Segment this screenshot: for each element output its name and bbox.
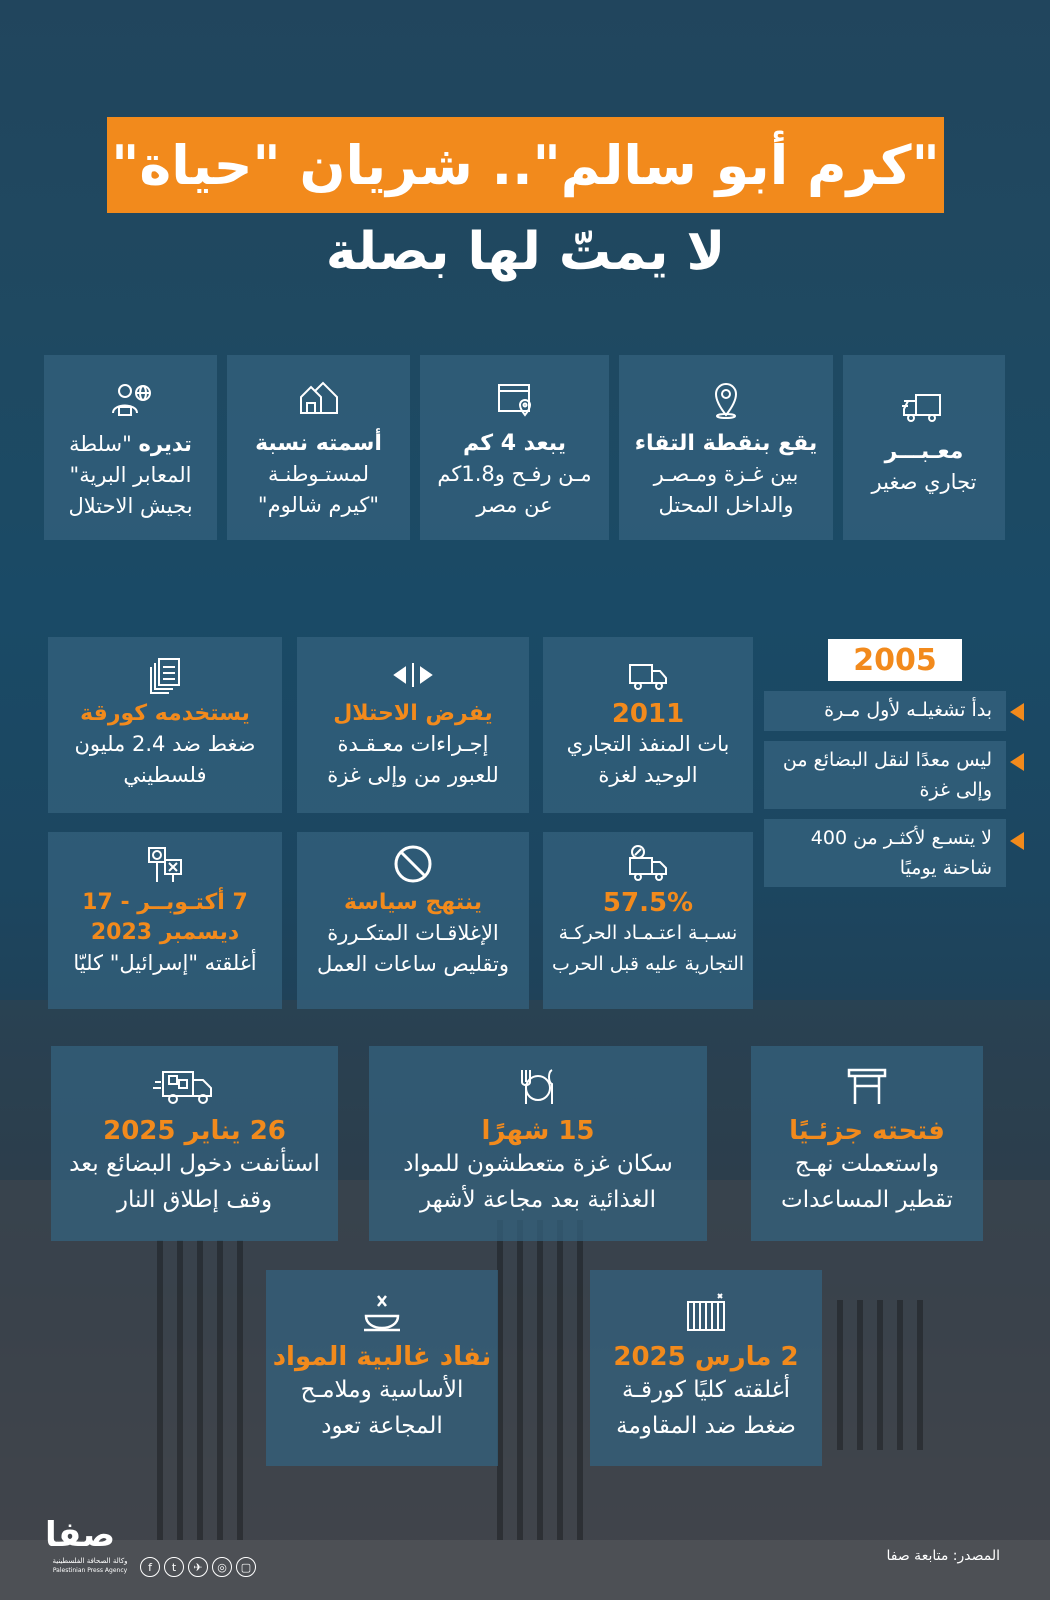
card-text: بين غـزة ومـصـر والداخل المحتل bbox=[653, 462, 799, 517]
card-heading: نفاد غالبية المواد bbox=[272, 1342, 492, 1372]
card-text: الأساسية وملامـح المجاعة تعود bbox=[300, 1377, 464, 1439]
source-note: المصدر: متابعة صفا bbox=[886, 1548, 1000, 1564]
bullet-item: ليس معدًا لنقل البضائع من وإلى غزة bbox=[764, 741, 1006, 809]
card-heading: يستخدمه كورقة bbox=[80, 701, 250, 726]
logo-subtitle-ar: وكالة الصحافة الفلسطينية bbox=[52, 1557, 128, 1565]
card-text: تجاري صغير bbox=[871, 470, 977, 494]
card-heading: يقع بنقطة التقاء bbox=[634, 431, 818, 456]
card-heading: 26 يناير 2025 bbox=[103, 1116, 286, 1146]
bullet-item: لا يتسـع لأكثـر من 400 شاحنة يوميًا bbox=[764, 819, 1006, 887]
card-policy bbox=[297, 832, 529, 1009]
card-management bbox=[44, 355, 217, 540]
card-percentage bbox=[543, 832, 753, 1009]
card-heading: 15 شهرًا bbox=[481, 1116, 595, 1146]
location-pin-icon bbox=[704, 379, 748, 419]
card-shortage bbox=[266, 1270, 498, 1466]
facebook-icon[interactable]: f bbox=[140, 1557, 160, 1577]
bullet-arrow-icon bbox=[1010, 703, 1024, 721]
forbidden-icon bbox=[391, 844, 435, 884]
card-partial-open bbox=[751, 1046, 983, 1241]
arrows-barrier-icon bbox=[391, 655, 435, 695]
card-text: سكان غزة متعطشون للمواد الغذائية بعد مجاعة لأشهر bbox=[403, 1151, 673, 1213]
bullet-arrow-icon bbox=[1010, 753, 1024, 771]
documents-icon bbox=[143, 655, 187, 695]
card-march-closure bbox=[590, 1270, 822, 1466]
card-text-body: "سلطة المعابر البرية" بجيش الاحتلال bbox=[68, 432, 193, 518]
card-2011 bbox=[543, 637, 753, 813]
card-heading: يبعد 4 كم bbox=[462, 431, 567, 456]
closed-signs-icon bbox=[143, 844, 187, 884]
card-text: الإغلاقـات المتكـررة وتقليص ساعات العمل bbox=[316, 921, 510, 976]
card-text: لمستـوطنـة "كيرم شالوم" bbox=[257, 462, 380, 517]
truck-icon bbox=[626, 655, 670, 695]
card-heading: فتحته جزئـيًا bbox=[789, 1116, 945, 1146]
closed-gate-icon bbox=[684, 1292, 728, 1332]
card-location bbox=[619, 355, 833, 540]
officer-globe-icon bbox=[109, 379, 153, 419]
card-heading: 2011 bbox=[611, 699, 685, 729]
card-heading: أسمته نسبة bbox=[255, 431, 382, 456]
card-resumed bbox=[51, 1046, 338, 1241]
card-heading: يفرض الاحتلال bbox=[333, 701, 493, 726]
card-heading: 57.5% bbox=[602, 888, 694, 918]
food-plate-icon bbox=[516, 1066, 560, 1106]
card-naming bbox=[227, 355, 410, 540]
houses-icon bbox=[297, 379, 341, 419]
logo-wordmark: صفا bbox=[45, 1515, 116, 1555]
map-box-pin-icon bbox=[493, 379, 537, 419]
card-text: استأنفت دخول البضائع بعد وقف إطلاق النار bbox=[69, 1151, 320, 1213]
logo-subtitle-en: Palestinian Press Agency bbox=[52, 1567, 128, 1574]
card-text: أغلقته كليًا كورقـة ضغط ضد المقاومة bbox=[616, 1377, 796, 1439]
delivery-truck-icon bbox=[173, 1066, 217, 1106]
card-15-months bbox=[369, 1046, 707, 1241]
card-closure bbox=[48, 832, 282, 1009]
card-text: واستعملت نهـج تقطير المساعدات bbox=[781, 1151, 953, 1213]
card-text: أغلقته "إسرائيل" كليّا bbox=[73, 951, 257, 975]
telegram-icon[interactable]: ✈ bbox=[188, 1557, 208, 1577]
bullet-item: بدأ تشغيلـه لأول مـرة bbox=[764, 691, 1006, 731]
card-procedures bbox=[297, 637, 529, 813]
card-text: إجـراءات معـقـدة للعبور من وإلى غزة bbox=[327, 732, 499, 787]
truck-icon bbox=[902, 387, 946, 427]
twitter-icon[interactable]: t bbox=[164, 1557, 184, 1577]
empty-bowl-icon bbox=[360, 1292, 404, 1332]
card-pressure bbox=[48, 637, 282, 813]
year-badge: 2005 bbox=[828, 639, 962, 681]
card-distance bbox=[420, 355, 609, 540]
card-text: ضغط ضد 2.4 مليون فلسطيني bbox=[74, 732, 256, 787]
card-heading: تديره bbox=[138, 432, 192, 456]
card-heading: ينتهج سياسة bbox=[343, 890, 483, 915]
card-heading: معـبـــر bbox=[884, 439, 964, 464]
page-title: "كرم أبو سالم".. شريان "حياة" bbox=[111, 133, 940, 197]
card-text: مـن رفـح و1.8كم عن مصر bbox=[437, 462, 592, 517]
gate-icon bbox=[845, 1066, 889, 1106]
card-text: نسـبـة اعتـمـاد الحركـة التجارية عليه قبل الحرب bbox=[551, 922, 745, 975]
truck-percent-icon bbox=[626, 844, 670, 884]
card-text bbox=[52, 429, 210, 522]
card-text: بات المنفذ التجاري الوحيد لغزة bbox=[566, 732, 730, 787]
whatsapp-icon[interactable]: ◎ bbox=[212, 1557, 232, 1577]
bullet-arrow-icon bbox=[1010, 832, 1024, 850]
card-heading: 7 أكتـوبــر - 17 ديسمبر 2023 bbox=[82, 890, 248, 945]
title-banner bbox=[107, 117, 944, 213]
card-heading: 2 مارس 2025 bbox=[613, 1342, 799, 1372]
card-crossing bbox=[843, 355, 1005, 540]
instagram-icon[interactable]: ▢ bbox=[236, 1557, 256, 1577]
page-subtitle: لا يمتّ لها بصلة bbox=[325, 222, 726, 282]
